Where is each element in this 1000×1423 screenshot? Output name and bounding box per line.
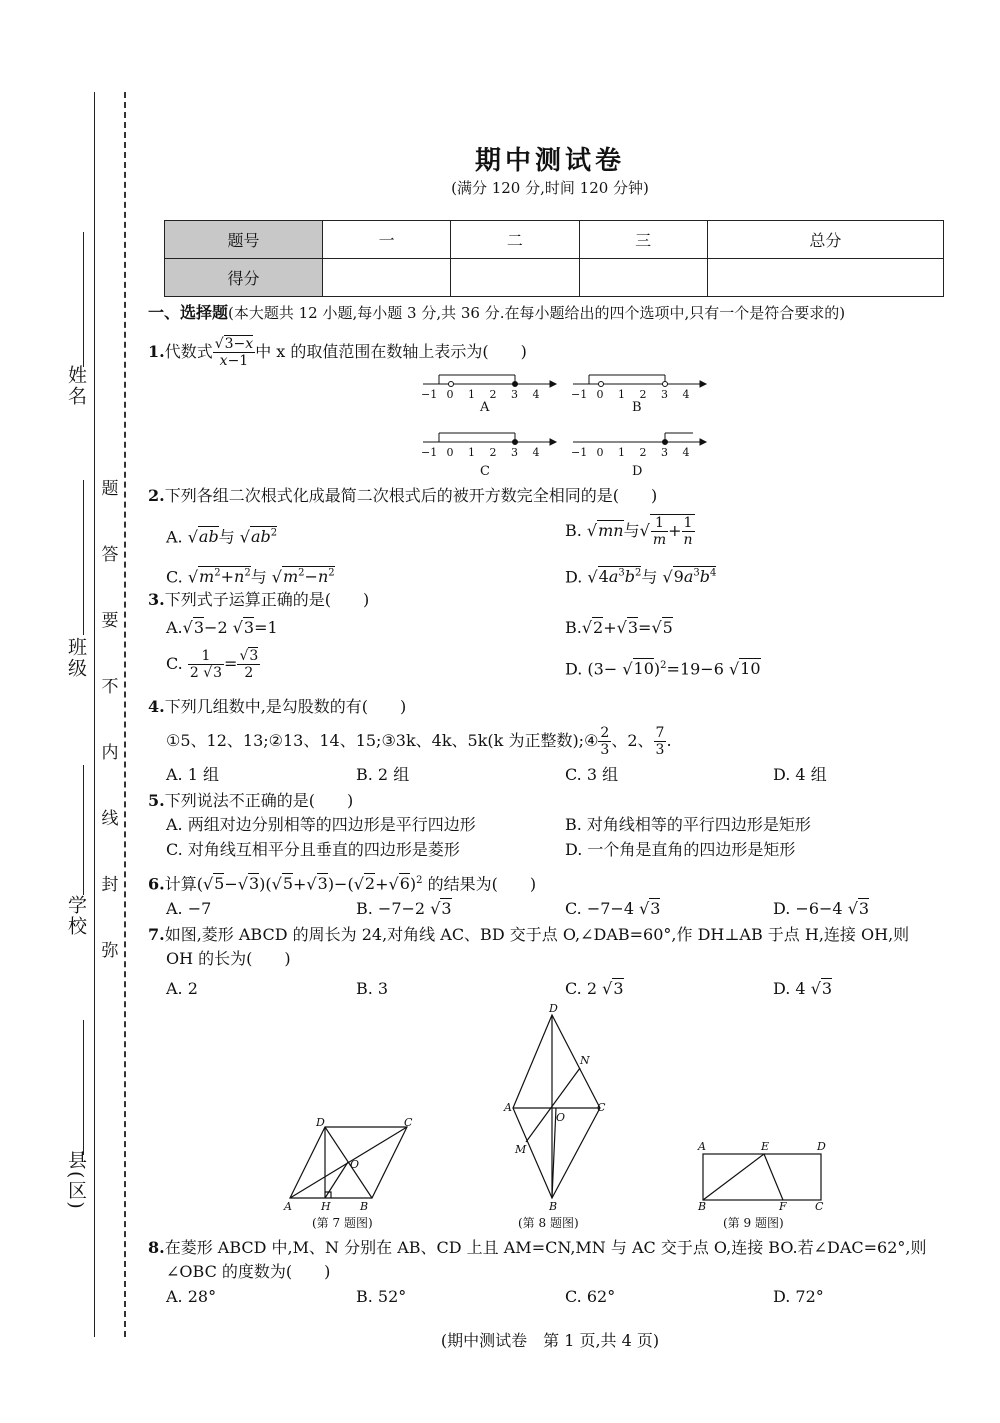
- fig7-caption: (第 7 题图): [312, 1216, 373, 1230]
- seal-char: 线: [101, 809, 119, 829]
- score-table: [164, 220, 944, 297]
- q1-tick-label: 3: [661, 388, 668, 401]
- fig8-label-a: A: [504, 1101, 512, 1114]
- q1-tick-label: 2: [489, 446, 497, 459]
- q1-tick-label: −1: [421, 388, 438, 401]
- score-header-cell: 一: [323, 221, 451, 259]
- binding-solid-line: [94, 92, 95, 1337]
- q4-option-d: D. 4 组: [773, 765, 827, 784]
- fig8-label-o: O: [556, 1111, 566, 1124]
- seal-char: 答: [101, 545, 119, 565]
- q5-option-d: D. 一个角是直角的四边形是矩形: [565, 840, 796, 859]
- score-cell[interactable]: [579, 259, 707, 297]
- q1-tick-label: 1: [468, 446, 475, 459]
- q1-tick-label: −1: [571, 446, 588, 459]
- fig7-label-a: A: [284, 1200, 292, 1213]
- q7-option-d: D. 4 √3: [773, 979, 833, 998]
- q2-option-c: C. $√m^2+n^2$与 $√m^2-n^2$: [166, 567, 335, 587]
- question-7: 7.如图,菱形 ABCD 的周长为 24,对角线 AC、BD 交于点 O,∠DAB=60°,作 DH⊥AB 于点 H,连接 OH,则: [148, 925, 910, 944]
- fig7-label-d: D: [316, 1116, 325, 1129]
- fig7-label-h: H: [321, 1200, 331, 1213]
- seal-char: 不: [101, 677, 119, 697]
- question-2: 2.下列各组二次根式化成最简二次根式后的被开方数完全相同的是( ): [148, 486, 658, 505]
- fig8-label-m: M: [515, 1143, 527, 1156]
- q4-option-a: A. 1 组: [166, 765, 219, 784]
- question-4: 4.下列几组数中,是勾股数的有( ): [148, 697, 407, 716]
- q8-option-c: C. 62°: [565, 1287, 616, 1306]
- question-7-line2: OH 的长为( ): [166, 949, 291, 968]
- q7-option-b: B. 3: [356, 979, 389, 998]
- q8-option-d: D. 72°: [773, 1287, 824, 1306]
- q4-option-b: B. 2 组: [356, 765, 410, 784]
- fig9-label-f: F: [779, 1200, 787, 1213]
- page-subtitle: (满分 120 分,时间 120 分钟): [451, 179, 649, 197]
- q1-label-b: B: [632, 400, 642, 415]
- q5-option-b: B. 对角线相等的平行四边形是矩形: [565, 815, 811, 834]
- class-blank-line: [83, 480, 84, 635]
- fig9-label-e: E: [761, 1140, 770, 1153]
- school-blank-line: [83, 765, 84, 895]
- q1-tick-label: 1: [618, 446, 625, 459]
- q6-option-b: B. −7−2 √3: [356, 899, 452, 918]
- q3-option-c: C. $\frac{1}{2 √3}$ = $\frac{√3}{2}$: [166, 648, 259, 681]
- q6-option-d: D. −6−4 √3: [773, 899, 870, 918]
- score-cell[interactable]: [451, 259, 579, 297]
- seal-char: 要: [101, 611, 119, 631]
- score-cell[interactable]: [707, 259, 943, 297]
- county-label: 县(区): [65, 1150, 87, 1211]
- fig8-label-b: B: [549, 1200, 558, 1213]
- section-heading: 一、选择题(本大题共 12 小题,每小题 3 分,共 36 分.在每小题给出的四个选项中,只有一个是符合要求的): [148, 303, 846, 322]
- fig7-label-o: O: [350, 1158, 360, 1171]
- class-label: 班级: [65, 637, 87, 679]
- question-5: 5.下列说法不正确的是( ): [148, 791, 354, 810]
- question-6: 6.计算$(√5-√3)(√5+√3)-(√2+√6)^2$ 的结果为( ): [148, 874, 537, 894]
- question-8-line2: ∠OBC 的度数为( ): [166, 1262, 331, 1281]
- score-header-cell: 二: [451, 221, 579, 259]
- q2-option-b: B. √mn与√ $\frac{1}{m}$ + $\frac{1}{n}$: [565, 515, 693, 548]
- q1-label-a: A: [480, 400, 490, 415]
- q2-option-d: D. $√4a^3b^2$与 $√9a^3b^4$: [565, 567, 717, 587]
- q1-tick-label: 4: [532, 446, 540, 459]
- q1-label-d: D: [632, 464, 643, 479]
- fig8-label-d: D: [549, 1002, 558, 1015]
- seal-char: 封: [101, 875, 119, 895]
- q4-option-c: C. 3 组: [565, 765, 619, 784]
- q3-option-d: D. $(3- √10)^2=19-6$ √10: [565, 659, 761, 679]
- q2-option-a: A. √ab与 $√ab^2$: [166, 527, 278, 547]
- q8-option-a: A. 28°: [166, 1287, 217, 1306]
- q6-option-c: C. −7−4 √3: [565, 899, 661, 918]
- q8-option-b: B. 52°: [356, 1287, 407, 1306]
- page-title: 期中测试卷: [474, 146, 625, 176]
- geometry-figures: [280, 1000, 840, 1235]
- q1-tick-label: 0: [446, 388, 454, 401]
- fig7-label-c: C: [404, 1116, 413, 1129]
- q1-tick-label: 1: [618, 388, 625, 401]
- question-3: 3.下列式子运算正确的是( ): [148, 590, 370, 609]
- q1-number-lines: [415, 370, 715, 485]
- seal-char: 内: [101, 743, 119, 763]
- q1-tick-label: 0: [596, 446, 604, 459]
- school-label: 学校: [65, 895, 87, 937]
- score-header-cell: 三: [579, 221, 707, 259]
- q4-number-groups: ①5、12、13;②13、14、15;③3k、4k、5k(k 为正整数);④ $\frac{2}{3}$ 、2、 $\frac{7}{3}$ .: [166, 725, 672, 758]
- q1-tick-label: 3: [511, 446, 518, 459]
- fig9-label-b: B: [698, 1200, 707, 1213]
- q1-tick-label: 2: [489, 388, 497, 401]
- q1-tick-label: 3: [661, 446, 668, 459]
- binding-dashed-line: [124, 92, 126, 1337]
- question-8: 8.在菱形 ABCD 中,M、N 分别在 AB、CD 上且 AM=CN,MN 与 AC 交于点 O,连接 BO.若∠DAC=62°,则: [148, 1238, 927, 1257]
- q7-option-c: C. 2 √3: [565, 979, 624, 998]
- name-label: 姓名: [65, 365, 87, 407]
- q1-tick-label: −1: [421, 446, 438, 459]
- page-footer: (期中测试卷 第 1 页,共 4 页): [440, 1331, 660, 1350]
- q5-option-c: C. 对角线互相平分且垂直的四边形是菱形: [166, 840, 460, 859]
- q5-option-a: A. 两组对边分别相等的四边形是平行四边形: [166, 815, 476, 834]
- fig9-rectangle: [703, 1154, 821, 1200]
- fig8-label-n: N: [580, 1054, 590, 1067]
- q1-tick-label: 4: [682, 446, 690, 459]
- fig8-rhombus: [513, 1015, 600, 1198]
- q1-label-c: C: [480, 464, 490, 479]
- fig8-caption: (第 8 题图): [518, 1216, 579, 1230]
- q1-tick-label: 4: [532, 388, 540, 401]
- county-blank-line: [83, 1020, 84, 1155]
- q1-tick-label: 3: [511, 388, 518, 401]
- q6-option-a: A. −7: [166, 899, 212, 918]
- score-cell[interactable]: [323, 259, 451, 297]
- score-header-cell: 题号: [165, 221, 323, 259]
- fig9-caption: (第 9 题图): [723, 1216, 784, 1230]
- q3-option-a: A.√3−2 √3=1: [166, 618, 278, 637]
- q1-tick-label: −1: [571, 388, 588, 401]
- fig9-label-c: C: [815, 1200, 824, 1213]
- q1-tick-label: 1: [468, 388, 475, 401]
- q1-tick-label: 2: [639, 388, 647, 401]
- q1-tick-label: 2: [639, 446, 647, 459]
- q1-tick-label: 4: [682, 388, 690, 401]
- fig9-label-d: D: [817, 1140, 826, 1153]
- score-row-label: 得分: [165, 259, 323, 297]
- q1-tick-label: 0: [596, 388, 604, 401]
- fig7-label-b: B: [360, 1200, 369, 1213]
- score-header-cell: 总分: [707, 221, 943, 259]
- q7-option-a: A. 2: [166, 979, 198, 998]
- fig9-label-a: A: [698, 1140, 706, 1153]
- seal-char: 题: [101, 479, 119, 499]
- q1-tick-label: 0: [446, 446, 454, 459]
- fig8-label-c: C: [597, 1101, 606, 1114]
- seal-char: 弥: [101, 941, 119, 961]
- name-blank-line: [83, 232, 84, 367]
- question-1: 1.代数式 $\frac{√3-x}{x-1}$ 中 x 的取值范围在数轴上表示为( ): [148, 336, 527, 369]
- q3-option-b: B.√2+√3=√5: [565, 618, 673, 637]
